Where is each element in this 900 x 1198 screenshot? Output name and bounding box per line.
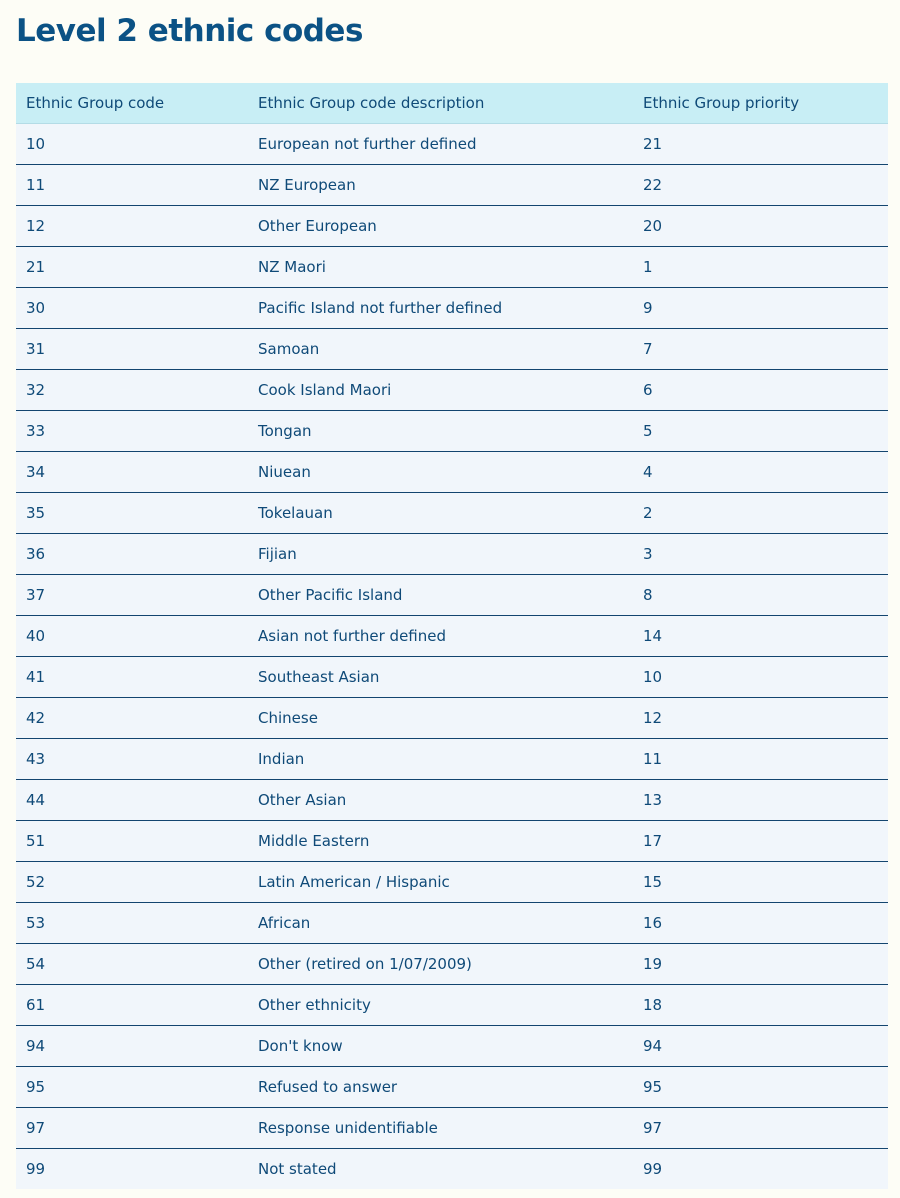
cell-code: 42 xyxy=(16,698,248,739)
table-row xyxy=(16,1108,888,1149)
cell-code: 43 xyxy=(16,739,248,780)
cell-priority: 10 xyxy=(633,657,888,698)
cell-priority: 5 xyxy=(633,411,888,452)
cell-description: Asian not further defined xyxy=(248,616,633,657)
cell-description: Southeast Asian xyxy=(248,657,633,698)
table-row xyxy=(16,616,888,657)
cell-priority: 2 xyxy=(633,493,888,534)
cell-code: 32 xyxy=(16,370,248,411)
table-row xyxy=(16,534,888,575)
cell-code: 34 xyxy=(16,452,248,493)
table-row xyxy=(16,1149,888,1190)
table-row xyxy=(16,247,888,288)
cell-code: 35 xyxy=(16,493,248,534)
page-title: Level 2 ethnic codes xyxy=(16,13,363,49)
column-header-code: Ethnic Group code xyxy=(16,83,248,124)
table-row xyxy=(16,903,888,944)
cell-code: 44 xyxy=(16,780,248,821)
cell-code: 99 xyxy=(26,1160,46,1178)
cell-priority: 22 xyxy=(633,165,888,206)
cell-description: Fijian xyxy=(248,534,633,575)
cell-description: Samoan xyxy=(248,329,633,370)
cell-code: 53 xyxy=(16,903,248,944)
table-row xyxy=(16,944,888,985)
cell-description: Other European xyxy=(248,206,633,247)
cell-description: Chinese xyxy=(248,698,633,739)
table-row xyxy=(16,985,888,1026)
cell-description: Latin American / Hispanic xyxy=(248,862,633,903)
cell-priority: 99 xyxy=(643,1160,663,1178)
cell-priority: 1 xyxy=(633,247,888,288)
cell-priority: 16 xyxy=(633,903,888,944)
table-row xyxy=(16,739,888,780)
cell-priority: 18 xyxy=(633,985,888,1026)
cell-priority: 97 xyxy=(633,1108,888,1149)
table-body xyxy=(16,124,888,1190)
cell-description: Tokelauan xyxy=(248,493,633,534)
cell-description: Tongan xyxy=(248,411,633,452)
table-row xyxy=(16,165,888,206)
table-row xyxy=(16,452,888,493)
cell-description: NZ European xyxy=(248,165,633,206)
cell-priority: 4 xyxy=(633,452,888,493)
table-row xyxy=(16,1067,888,1108)
cell-code: 31 xyxy=(16,329,248,370)
cell-code: 54 xyxy=(16,944,248,985)
table-row xyxy=(16,124,888,165)
table-row xyxy=(16,698,888,739)
cell-code: 33 xyxy=(16,411,248,452)
cell-code: 51 xyxy=(16,821,248,862)
table-row xyxy=(16,288,888,329)
table-row xyxy=(16,411,888,452)
table-row xyxy=(16,862,888,903)
cell-description: Other Pacific Island xyxy=(248,575,633,616)
cell-code: 61 xyxy=(16,985,248,1026)
cell-priority: 7 xyxy=(633,329,888,370)
cell-description: African xyxy=(248,903,633,944)
cell-priority: 95 xyxy=(633,1067,888,1108)
column-header-description: Ethnic Group code description xyxy=(248,83,633,124)
cell-description: Other Asian xyxy=(248,780,633,821)
cell-priority: 12 xyxy=(633,698,888,739)
table-row xyxy=(16,780,888,821)
cell-priority: 13 xyxy=(633,780,888,821)
cell-priority: 17 xyxy=(633,821,888,862)
cell-code: 95 xyxy=(16,1067,248,1108)
cell-description: Other (retired on 1/07/2009) xyxy=(248,944,633,985)
cell-description: Not stated xyxy=(258,1160,337,1178)
cell-description: Cook Island Maori xyxy=(248,370,633,411)
cell-priority: 21 xyxy=(633,124,888,165)
cell-priority: 6 xyxy=(633,370,888,411)
column-header-priority: Ethnic Group priority xyxy=(633,83,888,124)
cell-description: Pacific Island not further defined xyxy=(248,288,633,329)
cell-code: 30 xyxy=(16,288,248,329)
cell-code: 21 xyxy=(16,247,248,288)
table-row xyxy=(16,575,888,616)
table-row xyxy=(16,657,888,698)
cell-priority: 14 xyxy=(633,616,888,657)
cell-description: Refused to answer xyxy=(248,1067,633,1108)
cell-code: 36 xyxy=(16,534,248,575)
table-row xyxy=(16,1026,888,1067)
cell-description: Middle Eastern xyxy=(248,821,633,862)
cell-code: 37 xyxy=(16,575,248,616)
cell-description: Other ethnicity xyxy=(248,985,633,1026)
cell-code: 12 xyxy=(16,206,248,247)
cell-code: 41 xyxy=(16,657,248,698)
cell-code: 40 xyxy=(16,616,248,657)
cell-description: Niuean xyxy=(248,452,633,493)
cell-description: Response unidentifiable xyxy=(248,1108,633,1149)
cell-priority: 94 xyxy=(633,1026,888,1067)
cell-description: Don't know xyxy=(248,1026,633,1067)
ethnic-codes-table xyxy=(16,83,888,1189)
cell-description: European not further defined xyxy=(248,124,633,165)
table-row xyxy=(16,370,888,411)
cell-priority: 11 xyxy=(633,739,888,780)
cell-priority: 15 xyxy=(633,862,888,903)
cell-priority: 3 xyxy=(633,534,888,575)
header-row xyxy=(16,83,888,124)
cell-code: 94 xyxy=(16,1026,248,1067)
table-header xyxy=(16,83,888,124)
cell-priority: 19 xyxy=(633,944,888,985)
cell-priority: 9 xyxy=(633,288,888,329)
cell-description: Indian xyxy=(248,739,633,780)
table-row xyxy=(16,821,888,862)
cell-description: NZ Maori xyxy=(248,247,633,288)
cell-code: 52 xyxy=(16,862,248,903)
table-row xyxy=(16,493,888,534)
cell-code: 97 xyxy=(16,1108,248,1149)
cell-code: 11 xyxy=(16,165,248,206)
cell-priority: 8 xyxy=(633,575,888,616)
cell-code: 10 xyxy=(16,124,248,165)
cell-priority: 20 xyxy=(633,206,888,247)
table-row xyxy=(16,329,888,370)
table-row xyxy=(16,206,888,247)
